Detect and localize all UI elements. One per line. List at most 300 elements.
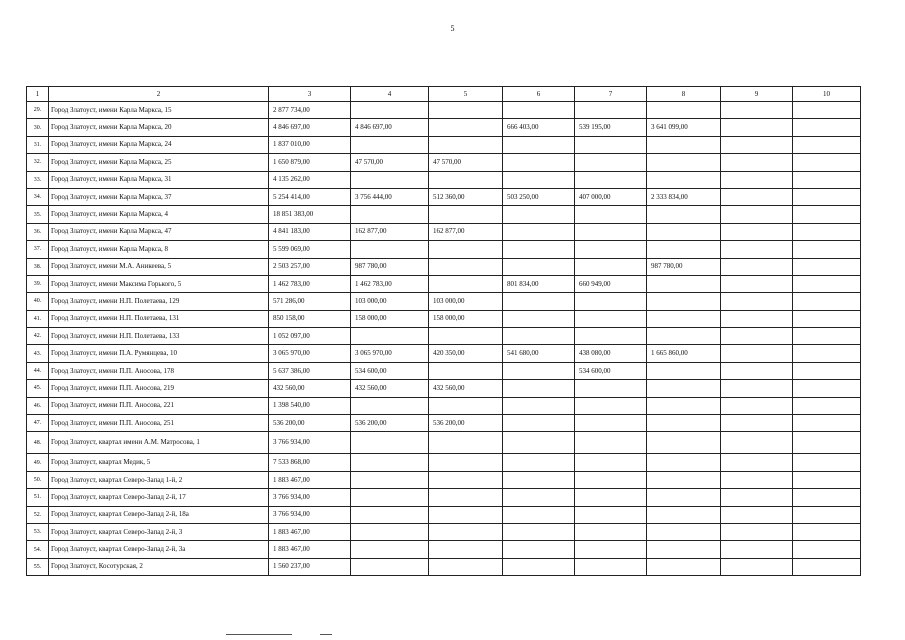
value-cell [429,275,503,292]
value-cell [721,102,793,119]
value-cell: 432 560,00 [269,380,351,397]
value-cell [503,171,575,188]
value-cell [793,489,861,506]
value-cell: 3 065 970,00 [351,345,429,362]
row-number: 41. [27,310,49,327]
value-cell [503,328,575,345]
value-cell: 541 680,00 [503,345,575,362]
value-cell [575,523,647,540]
value-cell [647,415,721,432]
value-cell: 7 533 868,00 [269,454,351,471]
value-cell [647,471,721,488]
table-row [27,541,861,558]
row-number: 54. [27,541,49,558]
value-cell [575,541,647,558]
value-cell [503,380,575,397]
address-cell: Город Златоуст, квартал Северо-Запад 2-й, 3 [49,523,269,540]
data-table [26,86,861,576]
value-cell [647,362,721,379]
value-cell: 801 834,00 [503,275,575,292]
value-cell [793,154,861,171]
value-cell [503,136,575,153]
value-cell [793,558,861,575]
value-cell [429,241,503,258]
value-cell [429,541,503,558]
address-cell: Город Златоуст, имени Максима Горького, 5 [49,275,269,292]
value-cell: 103 000,00 [429,293,503,310]
value-cell [721,397,793,414]
column-header: 9 [721,87,793,102]
value-cell [503,258,575,275]
value-cell [793,506,861,523]
address-cell: Город Златоуст, квартал Северо-Запад 1-й, 2 [49,471,269,488]
value-cell [647,275,721,292]
value-cell: 536 200,00 [269,415,351,432]
value-cell: 158 000,00 [429,310,503,327]
value-cell: 1 462 783,00 [269,275,351,292]
value-cell [503,154,575,171]
value-cell: 47 570,00 [351,154,429,171]
value-cell: 3 641 099,00 [647,119,721,136]
row-number: 31. [27,136,49,153]
value-cell [793,541,861,558]
value-cell [793,119,861,136]
value-cell: 3 065 970,00 [269,345,351,362]
address-cell: Город Златоуст, имени Карла Маркса, 24 [49,136,269,153]
address-cell: Город Златоуст, имени Карла Маркса, 25 [49,154,269,171]
address-cell: Город Златоуст, имени Карла Маркса, 4 [49,206,269,223]
row-number: 45. [27,380,49,397]
value-cell: 1 883 467,00 [269,523,351,540]
value-cell [503,523,575,540]
value-cell [721,154,793,171]
column-header: 10 [793,87,861,102]
value-cell: 536 200,00 [429,415,503,432]
page-number: 5 [450,24,455,33]
value-cell [721,206,793,223]
value-cell: 534 600,00 [575,362,647,379]
table-row [27,362,861,379]
value-cell [503,432,575,454]
column-header: 8 [647,87,721,102]
table-row [27,345,861,362]
value-cell: 3 766 934,00 [269,506,351,523]
row-number: 35. [27,206,49,223]
value-cell [721,523,793,540]
row-number: 49. [27,454,49,471]
value-cell [721,506,793,523]
value-cell [575,506,647,523]
value-cell [721,293,793,310]
value-cell [647,397,721,414]
value-cell [351,432,429,454]
value-cell: 2 503 257,00 [269,258,351,275]
row-number: 46. [27,397,49,414]
value-cell [575,310,647,327]
value-cell [793,345,861,362]
value-cell: 407 000,00 [575,188,647,205]
value-cell [575,154,647,171]
table-row [27,397,861,414]
value-cell [793,432,861,454]
value-cell [351,523,429,540]
table-row [27,471,861,488]
value-cell [575,489,647,506]
table-row [27,136,861,153]
value-cell [429,171,503,188]
value-cell [351,136,429,153]
value-cell [575,223,647,240]
column-header: 6 [503,87,575,102]
value-cell: 162 877,00 [429,223,503,240]
address-cell: Город Златоуст, имени Н.П. Полетаева, 129 [49,293,269,310]
table-row [27,275,861,292]
value-cell [793,223,861,240]
value-cell [793,171,861,188]
column-header: 2 [49,87,269,102]
value-cell [721,558,793,575]
value-cell [575,328,647,345]
value-cell [721,223,793,240]
address-cell: Город Златоуст, имени Карла Маркса, 47 [49,223,269,240]
value-cell [647,241,721,258]
address-cell: Город Златоуст, имени П.П. Аносова, 251 [49,415,269,432]
column-header: 4 [351,87,429,102]
value-cell: 503 250,00 [503,188,575,205]
value-cell [351,454,429,471]
value-cell: 1 560 237,00 [269,558,351,575]
value-cell [429,397,503,414]
row-number: 42. [27,328,49,345]
row-number: 33. [27,171,49,188]
row-number: 34. [27,188,49,205]
value-cell: 660 949,00 [575,275,647,292]
value-cell [429,558,503,575]
value-cell: 666 403,00 [503,119,575,136]
value-cell [721,171,793,188]
address-cell: Город Златоуст, Косотурская, 2 [49,558,269,575]
value-cell [721,380,793,397]
table-row [27,489,861,506]
address-cell: Город Златоуст, имени Карла Маркса, 37 [49,188,269,205]
column-header: 1 [27,87,49,102]
value-cell: 18 851 383,00 [269,206,351,223]
value-cell [351,206,429,223]
value-cell: 571 286,00 [269,293,351,310]
value-cell: 2 333 834,00 [647,188,721,205]
value-cell [503,293,575,310]
value-cell [351,328,429,345]
row-number: 51. [27,489,49,506]
value-cell [721,489,793,506]
value-cell: 5 254 414,00 [269,188,351,205]
value-cell [647,102,721,119]
value-cell [647,454,721,471]
row-number: 36. [27,223,49,240]
value-cell [429,489,503,506]
address-cell: Город Златоуст, имени Карла Маркса, 15 [49,102,269,119]
value-cell [429,432,503,454]
value-cell: 438 080,00 [575,345,647,362]
value-cell [503,241,575,258]
value-cell [575,136,647,153]
value-cell [429,328,503,345]
value-cell [503,223,575,240]
address-cell: Город Златоуст, имени П.А. Румянцева, 10 [49,345,269,362]
value-cell [793,206,861,223]
table-row [27,523,861,540]
value-cell [429,258,503,275]
header-row [27,87,861,102]
value-cell [721,541,793,558]
value-cell [575,471,647,488]
table-row [27,310,861,327]
value-cell: 3 756 444,00 [351,188,429,205]
value-cell [721,310,793,327]
value-cell [575,454,647,471]
address-cell: Город Златоуст, имени Н.П. Полетаева, 131 [49,310,269,327]
address-cell: Город Златоуст, имени П.П. Аносова, 221 [49,397,269,414]
value-cell [503,415,575,432]
value-cell [575,206,647,223]
row-number: 50. [27,471,49,488]
value-cell: 4 846 697,00 [269,119,351,136]
table-row [27,188,861,205]
value-cell: 1 052 097,00 [269,328,351,345]
value-cell [793,136,861,153]
value-cell: 1 837 010,00 [269,136,351,153]
value-cell [647,154,721,171]
value-cell [351,489,429,506]
value-cell [429,523,503,540]
value-cell: 5 599 069,00 [269,241,351,258]
value-cell [793,415,861,432]
value-cell [575,171,647,188]
table-row [27,171,861,188]
table-row [27,506,861,523]
value-cell [793,310,861,327]
row-number: 43. [27,345,49,362]
table-row [27,102,861,119]
value-cell [647,293,721,310]
value-cell [429,362,503,379]
address-cell: Город Златоуст, квартал Северо-Запад 2-й, 18а [49,506,269,523]
value-cell: 1 665 860,00 [647,345,721,362]
value-cell [503,362,575,379]
value-cell [351,171,429,188]
table-row [27,328,861,345]
row-number: 37. [27,241,49,258]
table-row [27,154,861,171]
value-cell [575,397,647,414]
address-cell: Город Златоуст, имени М.А. Аникеева, 5 [49,258,269,275]
value-cell [647,558,721,575]
table-row [27,415,861,432]
address-cell: Город Златоуст, имени Карла Маркса, 20 [49,119,269,136]
value-cell [503,558,575,575]
row-number: 55. [27,558,49,575]
value-cell [503,310,575,327]
value-cell: 432 560,00 [351,380,429,397]
value-cell [503,397,575,414]
value-cell [793,241,861,258]
value-cell [429,102,503,119]
value-cell [503,506,575,523]
value-cell [429,206,503,223]
row-number: 53. [27,523,49,540]
value-cell [647,506,721,523]
value-cell: 1 650 879,00 [269,154,351,171]
footer-line [320,634,332,635]
footer-line [226,634,292,635]
value-cell [503,471,575,488]
value-cell [503,454,575,471]
value-cell: 162 877,00 [351,223,429,240]
address-cell: Город Златоуст, квартал имени А.М. Матросова, 1 [49,432,269,454]
value-cell [793,471,861,488]
value-cell [575,380,647,397]
value-cell [429,119,503,136]
address-cell: Город Златоуст, квартал Медик, 5 [49,454,269,471]
value-cell [721,471,793,488]
value-cell: 158 000,00 [351,310,429,327]
row-number: 29. [27,102,49,119]
value-cell [721,258,793,275]
row-number: 44. [27,362,49,379]
value-cell [503,489,575,506]
row-number: 47. [27,415,49,432]
value-cell: 850 158,00 [269,310,351,327]
table-body [27,102,861,576]
value-cell [351,102,429,119]
value-cell [647,223,721,240]
value-cell [351,558,429,575]
value-cell: 512 360,00 [429,188,503,205]
address-cell: Город Златоуст, имени Н.П. Полетаева, 133 [49,328,269,345]
address-cell: Город Златоуст, имени Карла Маркса, 31 [49,171,269,188]
value-cell: 539 195,00 [575,119,647,136]
value-cell [793,380,861,397]
address-cell: Город Златоуст, имени Карла Маркса, 8 [49,241,269,258]
value-cell [429,471,503,488]
value-cell: 987 780,00 [647,258,721,275]
address-cell: Город Златоуст, имени П.П. Аносова, 178 [49,362,269,379]
column-header: 5 [429,87,503,102]
value-cell [793,275,861,292]
table-row [27,454,861,471]
row-number: 39. [27,275,49,292]
row-number: 48. [27,432,49,454]
value-cell: 47 570,00 [429,154,503,171]
value-cell [793,523,861,540]
address-cell: Город Златоуст, имени П.П. Аносова, 219 [49,380,269,397]
table-row [27,241,861,258]
table-row [27,223,861,240]
value-cell [503,541,575,558]
value-cell [647,489,721,506]
value-cell [429,454,503,471]
value-cell: 4 841 183,00 [269,223,351,240]
value-cell [721,432,793,454]
value-cell: 103 000,00 [351,293,429,310]
value-cell [647,136,721,153]
value-cell [575,432,647,454]
value-cell: 4 135 262,00 [269,171,351,188]
value-cell [351,506,429,523]
column-header: 3 [269,87,351,102]
value-cell [721,188,793,205]
value-cell [793,328,861,345]
table-row [27,558,861,575]
table-row [27,432,861,454]
value-cell [721,119,793,136]
value-cell [503,206,575,223]
value-cell [647,432,721,454]
value-cell [721,454,793,471]
value-cell: 1 883 467,00 [269,471,351,488]
value-cell [351,241,429,258]
value-cell [721,345,793,362]
value-cell [721,362,793,379]
value-cell [647,171,721,188]
value-cell [721,328,793,345]
value-cell [647,523,721,540]
value-cell [647,206,721,223]
column-header: 7 [575,87,647,102]
value-cell [351,397,429,414]
value-cell [351,471,429,488]
value-cell: 420 350,00 [429,345,503,362]
value-cell [575,258,647,275]
value-cell [793,362,861,379]
row-number: 40. [27,293,49,310]
value-cell: 1 462 783,00 [351,275,429,292]
value-cell: 432 560,00 [429,380,503,397]
value-cell [793,397,861,414]
table-row [27,258,861,275]
table-row [27,380,861,397]
value-cell [647,380,721,397]
value-cell [793,188,861,205]
table-row [27,293,861,310]
address-cell: Город Златоуст, квартал Северо-Запад 2-й, 3а [49,541,269,558]
value-cell: 5 637 386,00 [269,362,351,379]
row-number: 52. [27,506,49,523]
value-cell: 4 846 697,00 [351,119,429,136]
value-cell [575,415,647,432]
value-cell [793,454,861,471]
row-number: 30. [27,119,49,136]
value-cell [429,136,503,153]
value-cell [647,310,721,327]
value-cell: 2 877 734,00 [269,102,351,119]
value-cell [793,102,861,119]
value-cell: 536 200,00 [351,415,429,432]
value-cell: 3 766 934,00 [269,489,351,506]
value-cell: 1 398 540,00 [269,397,351,414]
value-cell [793,258,861,275]
value-cell [575,241,647,258]
value-cell: 3 766 934,00 [269,432,351,454]
row-number: 32. [27,154,49,171]
value-cell [647,541,721,558]
value-cell [721,415,793,432]
address-cell: Город Златоуст, квартал Северо-Запад 2-й, 17 [49,489,269,506]
value-cell: 534 600,00 [351,362,429,379]
value-cell [503,102,575,119]
value-cell [429,506,503,523]
value-cell [793,293,861,310]
